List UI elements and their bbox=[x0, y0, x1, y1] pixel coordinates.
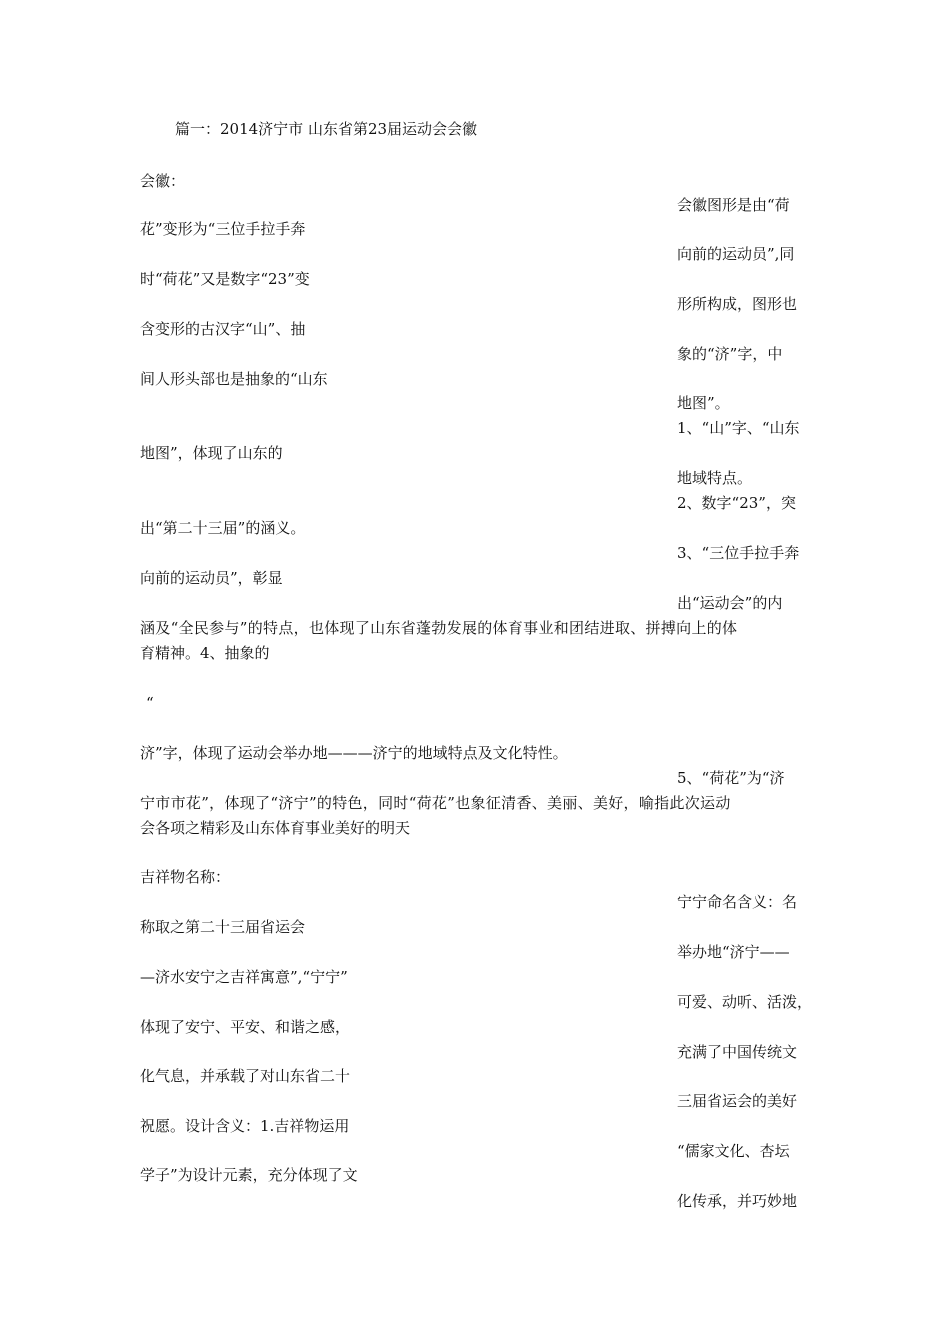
text-line: 出“运动会”的内 bbox=[677, 594, 783, 612]
text-line: 举办地“济宁—— bbox=[677, 943, 790, 961]
text-line: 宁市市花”，体现了“济宁”的特色，同时“荷花”也象征清香、美丽、美好，喻指此次运动 bbox=[140, 794, 731, 812]
text-line: 体现了安宁、平安、和谐之感， bbox=[140, 1018, 351, 1036]
text-line: 化传承，并巧妙地 bbox=[677, 1192, 798, 1210]
text-line: 称取之第二十三届省运会 bbox=[140, 918, 306, 936]
text-line: 向前的运动员”,同 bbox=[677, 245, 795, 263]
text-line: 3、“三位手拉手奔 bbox=[677, 544, 800, 562]
text-line: 时“荷花”又是数字“23”变 bbox=[140, 270, 310, 288]
text-line: 济”字，体现了运动会举办地———济宁的地域特点及文化特性。 bbox=[140, 744, 568, 762]
text-line: 宁宁命名含义：名 bbox=[677, 893, 798, 911]
text-line: 出“第二十三届”的涵义。 bbox=[140, 519, 306, 537]
emblem-heading: 会徽： bbox=[140, 172, 186, 190]
text-line: 会各项之精彩及山东体育事业美好的明天 bbox=[140, 819, 411, 837]
text-line: “ bbox=[146, 694, 154, 712]
text-line: 1、“山”字、“山东 bbox=[677, 419, 800, 437]
text-line: 可爱、动听、活泼， bbox=[677, 993, 813, 1011]
text-line: —济水安宁之吉祥寓意”,“宁宁” bbox=[140, 968, 348, 986]
text-line: 充满了中国传统文 bbox=[677, 1043, 798, 1061]
text-line: 5、“荷花”为“济 bbox=[677, 769, 785, 787]
text-line: 涵及“全民参与”的特点，也体现了山东省蓬勃发展的体育事业和团结进取、拼搏向上的体 bbox=[140, 619, 738, 637]
text-line: 花”变形为“三位手拉手奔 bbox=[140, 220, 306, 238]
text-line: 象的“济”字，中 bbox=[677, 345, 783, 363]
text-line: 含变形的古汉字“山”、抽 bbox=[140, 320, 306, 338]
text-line: 祝愿。设计含义：1.吉祥物运用 bbox=[140, 1117, 350, 1135]
text-line: 地图”，体现了山东的 bbox=[140, 444, 283, 462]
text-line: 育精神。4、抽象的 bbox=[140, 644, 270, 662]
text-line: 化气息，并承载了对山东省二十 bbox=[140, 1067, 351, 1085]
text-line: 三届省运会的美好 bbox=[677, 1092, 798, 1110]
mascot-heading: 吉祥物名称： bbox=[140, 868, 231, 886]
text-line: 会徽图形是由“荷 bbox=[677, 196, 790, 214]
text-line: “儒家文化、杏坛 bbox=[677, 1142, 790, 1160]
text-line: 2、数字“23”，突 bbox=[677, 494, 796, 512]
document-title: 篇一：2014济宁市 山东省第23届运动会会徽 bbox=[175, 120, 478, 138]
text-line: 地图”。 bbox=[677, 394, 730, 412]
text-line: 间人形头部也是抽象的“山东 bbox=[140, 370, 328, 388]
text-line: 向前的运动员”，彰显 bbox=[140, 569, 283, 587]
text-line: 学子”为设计元素，充分体现了文 bbox=[140, 1166, 358, 1184]
text-line: 形所构成，图形也 bbox=[677, 295, 798, 313]
text-line: 地域特点。 bbox=[677, 469, 753, 487]
